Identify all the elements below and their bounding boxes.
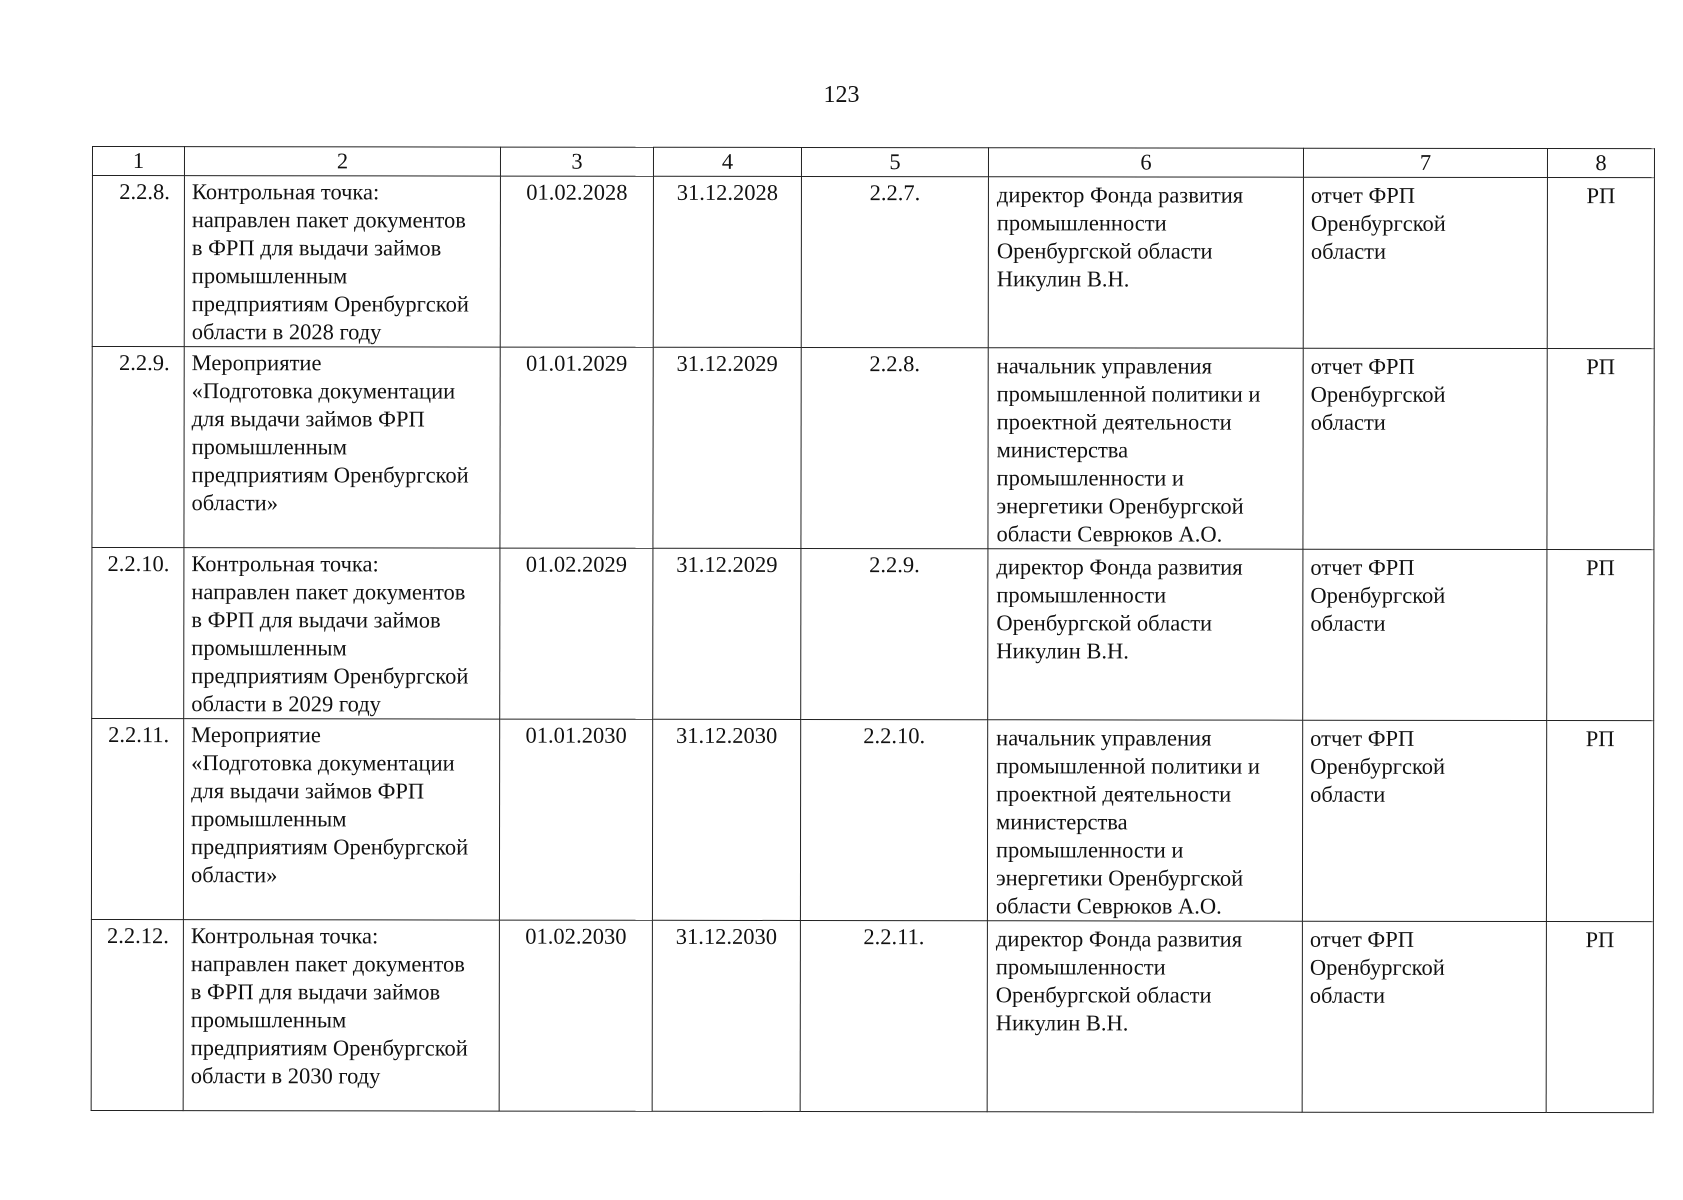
task-name-text: Контрольная точка: направлен пакет документов в ФРП для выдачи займов промышленным предприятиям Оренбургской области в 2028 году: [191, 179, 469, 345]
end-date-cell: 31.12.2029: [653, 347, 801, 548]
responsible-text: начальник управления промышленной политики и проектной деятельности министерства промышленности и энергетики Оренбургской области Севрюков А.О.: [995, 725, 1260, 919]
plan-table: [91, 146, 1655, 1113]
row-number-cell: 2.2.8.: [92, 176, 184, 347]
result-text: отчет ФРП Оренбургской области: [1309, 926, 1445, 1008]
row-number-cell: 2.2.12.: [91, 919, 183, 1110]
result-text: отчет ФРП Оренбургской области: [1310, 353, 1446, 435]
column-header: 3: [500, 147, 653, 176]
responsible-cell: [987, 720, 1302, 921]
start-date-cell: 01.01.2030: [499, 719, 652, 920]
predecessor-cell: 2.2.10.: [800, 719, 987, 920]
responsible-text: директор Фонда развития промышленности Оренбургской области Никулин В.Н.: [996, 182, 1244, 292]
level-cell: РП: [1546, 922, 1653, 1113]
task-name-cell: [183, 920, 499, 1111]
result-cell: [1303, 177, 1547, 348]
table-header-row: [92, 147, 1654, 178]
row-number-cell: 2.2.10.: [92, 548, 184, 719]
task-name-cell: [184, 347, 500, 548]
row-number-cell: 2.2.11.: [91, 719, 183, 920]
row-number-cell: 2.2.9.: [92, 347, 184, 548]
result-text: отчет ФРП Оренбургской области: [1310, 554, 1446, 636]
responsible-cell: [988, 549, 1303, 720]
column-header: 1: [92, 147, 184, 176]
level-cell: РП: [1547, 178, 1654, 349]
start-date-cell: 01.02.2030: [499, 920, 652, 1111]
column-header: 2: [184, 147, 500, 176]
column-header: 7: [1303, 148, 1547, 177]
task-name-cell: [184, 176, 500, 347]
task-name-text: Контрольная точка: направлен пакет документов в ФРП для выдачи займов промышленным предприятиям Оренбургской области в 2030 году: [190, 923, 468, 1089]
task-name-text: Мероприятие «Подготовка документации для выдачи займов ФРП промышленным предприятиям Оренбургской области»: [190, 722, 469, 888]
responsible-cell: [987, 921, 1302, 1112]
table-row: [91, 719, 1653, 922]
task-name-cell: [184, 548, 500, 719]
predecessor-cell: 2.2.11.: [800, 920, 987, 1111]
table-row: [92, 176, 1654, 349]
predecessor-cell: 2.2.9.: [801, 548, 988, 719]
result-cell: [1302, 720, 1546, 921]
column-header: 8: [1547, 149, 1654, 178]
start-date-cell: 01.02.2029: [500, 548, 653, 719]
column-header: 4: [653, 147, 801, 176]
result-cell: [1303, 348, 1547, 549]
result-cell: [1302, 921, 1546, 1112]
responsible-text: начальник управления промышленной политики и проектной деятельности министерства промышленности и энергетики Оренбургской области Севрюков А.О.: [996, 353, 1261, 547]
level-cell: РП: [1546, 721, 1653, 922]
table-row: [92, 548, 1654, 721]
predecessor-cell: 2.2.8.: [801, 347, 988, 548]
task-name-cell: [183, 719, 499, 920]
level-cell: РП: [1547, 349, 1654, 550]
responsible-cell: [988, 348, 1303, 549]
task-name-text: Мероприятие «Подготовка документации для выдачи займов ФРП промышленным предприятиям Оренбургской области»: [191, 350, 469, 516]
end-date-cell: 31.12.2030: [652, 719, 800, 920]
result-cell: [1303, 549, 1547, 720]
page-number: 123: [823, 82, 860, 108]
start-date-cell: 01.02.2028: [500, 176, 653, 347]
responsible-text: директор Фонда развития промышленности Оренбургской области Никулин В.Н.: [996, 554, 1243, 664]
task-name-text: Контрольная точка: направлен пакет документов в ФРП для выдачи займов промышленным предприятиям Оренбургской области в 2029 году: [191, 551, 469, 717]
end-date-cell: 31.12.2029: [653, 548, 801, 719]
result-text: отчет ФРП Оренбургской области: [1310, 725, 1446, 807]
table-row: [92, 347, 1654, 550]
result-text: отчет ФРП Оренбургской области: [1310, 182, 1446, 264]
column-header: 6: [988, 148, 1303, 177]
responsible-cell: [988, 177, 1303, 348]
predecessor-cell: 2.2.7.: [801, 176, 988, 347]
column-header: 5: [801, 147, 988, 176]
end-date-cell: 31.12.2030: [652, 920, 800, 1111]
responsible-text: директор Фонда развития промышленности Оренбургской области Никулин В.Н.: [995, 926, 1243, 1036]
end-date-cell: 31.12.2028: [653, 176, 801, 347]
level-cell: РП: [1547, 550, 1654, 721]
table-row: [91, 919, 1653, 1112]
start-date-cell: 01.01.2029: [500, 347, 653, 548]
